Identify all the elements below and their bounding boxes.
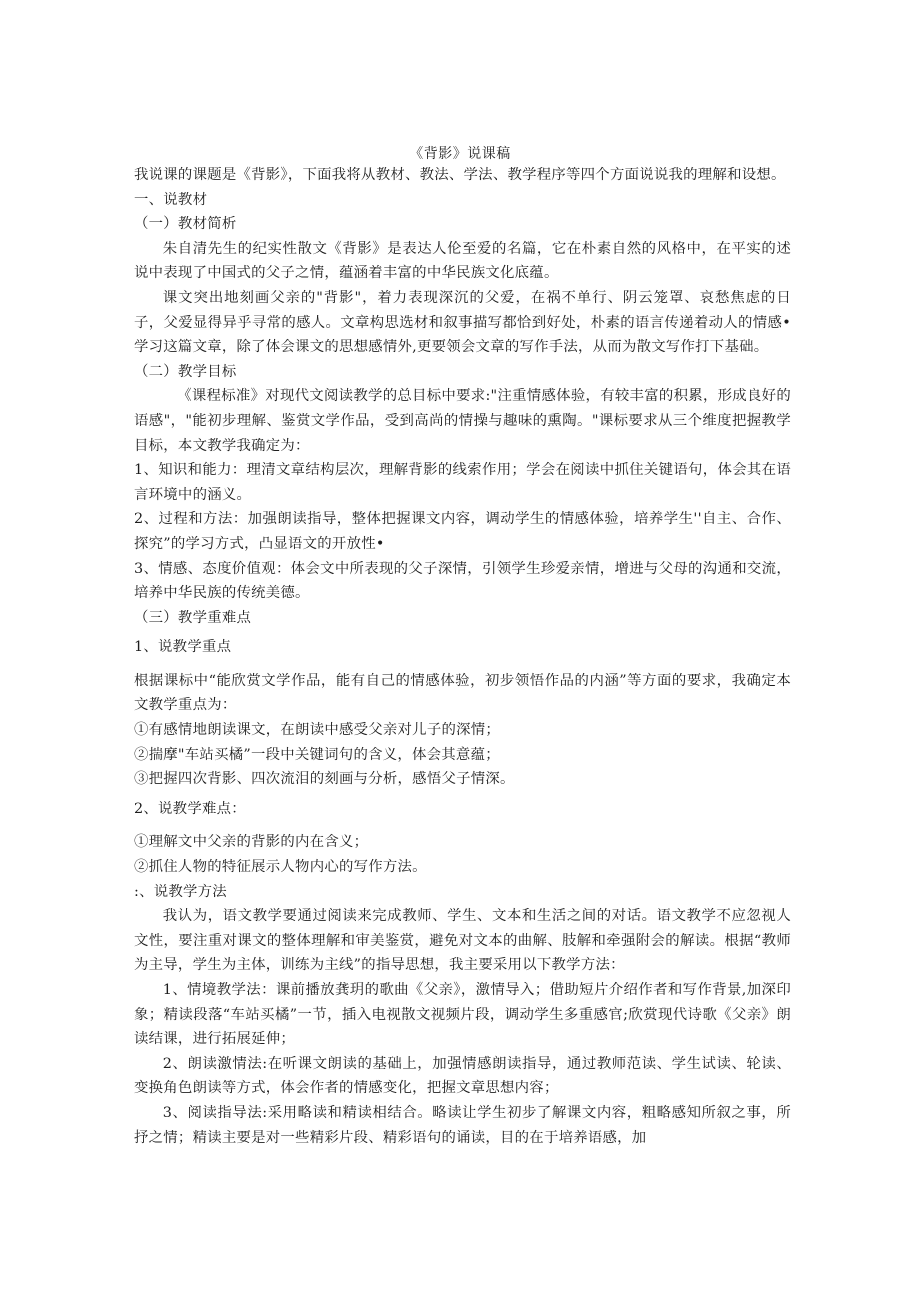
document-title: 《背影》说课稿 [409, 146, 511, 162]
body-paragraph: 朱自清先生的纪实性散文《背影》是表达人伦至爱的名篇，它在朴素自然的风格中，在平实的述说中表现了中国式的父子之情，蕴涵着丰富的中华民族文化底蕴。 [134, 240, 791, 282]
list-item: ③把握四次背影、四次流泪的刻画与分析，感悟父子情深。 [134, 771, 515, 788]
body-paragraph: 《课程标准》对现代文阅读教学的总目标中要求:"注重情感体验，有较丰富的积累，形成良好的语感"，"能初步理解、鉴赏文学作品，受到高尚的情操与趣味的熏陶。"课标要求从三个维度把握教学目标，本文教学我确定为： [134, 388, 791, 454]
body-paragraph: 我认为，语文教学要通过阅读来完成教师、学生、文本和生活之间的对话。语文教学不应忽视人文性，要注重对课文的整体理解和审美鉴赏，避免对文本的曲解、肢解和牵强附会的解读。根据“教师为主导，学生为主体，训练为主线”的指导思想，我主要采用以下教学方法： [134, 908, 791, 974]
body-paragraph: 1、情境教学法：课前播放龚玥的歌曲《父亲》，激情导入；借助短片介绍作者和写作背景,加深印象；精读段落“车站买橘”一节，插入电视散文视频片段，调动学生多重感官;欣赏现代诗歌《父亲》朗读结课，进行拓展延伸； [134, 982, 791, 1048]
list-item: ②抓住人物的特征展示人物内心的写作方法。 [134, 859, 427, 876]
body-paragraph: 3、阅读指导法:采用略读和精读相结合。略读让学生初步了解课文内容，粗略感知所叙之事，所抒之情；精读主要是对一些精彩片段、精彩语句的诵读，目的在于培养语感，加 [134, 1104, 791, 1146]
subsection-heading: （二）教学目标 [134, 363, 237, 380]
item-heading: 1、说教学重点 [134, 639, 232, 656]
section-heading: :、说教学方法 [134, 883, 227, 900]
intro-paragraph: 我说课的课题是《背影》，下面我将从教材、教法、学法、教学程序等四个方面说说我的理解和设想。 [134, 167, 786, 183]
body-paragraph: 根据课标中“能欣赏文学作品，能有自己的情感体验，初步领悟作品的内涵”等方面的要求，我确定本文教学重点为： [134, 672, 791, 714]
list-item: ②揣摩"车站买橘”一段中关键词句的含义，体会其意蕴； [134, 746, 500, 763]
list-item: 1、知识和能力：理清文章结构层次，理解背影的线索作用；学会在阅读中抓住关键语句，体会其在语言环境中的涵义。 [134, 462, 791, 503]
list-item: 3、情感、态度价值观：体会文中所表现的父子深情，引领学生珍爱亲情，增进与父母的沟通和交流，培养中华民族的传统美德。 [134, 560, 791, 602]
document-body [134, 163, 791, 1150]
section-heading: 一、说教材 [134, 191, 208, 208]
item-heading: 2、说教学难点： [134, 800, 246, 817]
list-item: ①有感情地朗读课文，在朗读中感受父亲对儿子的深情； [134, 722, 501, 739]
body-paragraph: 课文突出地刻画父亲的"背影"，着力表现深沉的父爱，在祸不单行、阴云笼罩、哀愁焦虑的日子，父爱显得异乎寻常的感人。文章构思选材和叙事描写都恰到好处，朴素的语言传递着动人的情感•学习这篇文章，除了体会课文的思想感情外,更要领会文章的写作手法，从而为散文写作打下基础。 [134, 289, 791, 356]
subsection-heading: （一）教材简析 [134, 216, 237, 233]
subsection-heading: （三）教学重难点 [134, 609, 252, 626]
list-item: 2、过程和方法：加强朗读指导，整体把握课文内容，调动学生的情感体验，培养学生''自主、合作、探究”的学习方式，凸显语文的开放性• [134, 511, 791, 552]
list-item: ①理解文中父亲的背影的内在含义； [134, 834, 369, 851]
body-paragraph: 2、朗读激情法:在听课文朗读的基础上，加强情感朗读指导，通过教师范读、学生试读、轮读、变换角色朗读等方式，体会作者的情感变化，把握文章思想内容； [134, 1055, 791, 1097]
